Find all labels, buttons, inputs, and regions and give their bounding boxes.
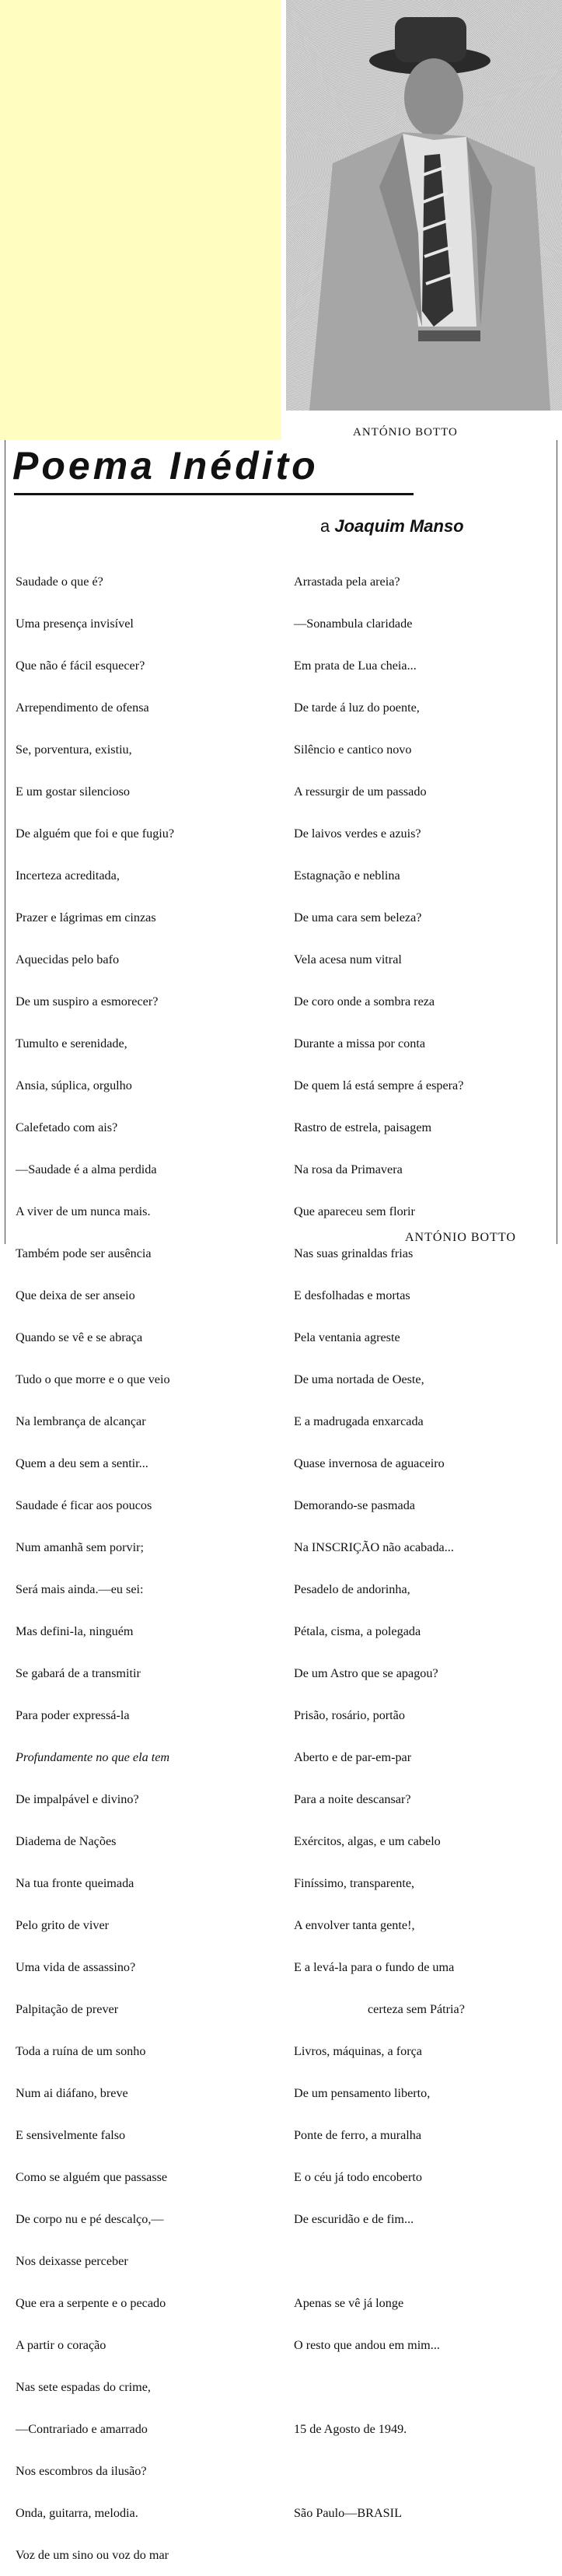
poem-line: Finíssimo, transparente,: [294, 1876, 415, 1890]
poem-line: Na lembrança de alcançar: [16, 1414, 146, 1428]
poem-line: Exércitos, algas, e um cabelo: [294, 1834, 441, 1848]
poem-line: Que não é fácil esquecer?: [16, 659, 145, 673]
poem-line: De corpo nu e pé descalço,—: [16, 2212, 164, 2226]
poem-line: De um suspiro a esmorecer?: [16, 994, 159, 1008]
poem-line: certeza sem Pátria?: [368, 2002, 465, 2016]
poem-line: Demorando-se pasmada: [294, 1498, 415, 1512]
poem-line: A partir o coração: [16, 2338, 106, 2352]
poem-line: De alguém que foi e que fugiu?: [16, 827, 175, 841]
poem-line: Na INSCRIÇÃO não acabada...: [294, 1540, 454, 1554]
photo-caption: ANTÓNIO BOTTO: [353, 426, 458, 439]
poem-line: Silêncio e cantico novo: [294, 743, 412, 757]
poem-line: Ansia, súplica, orgulho: [16, 1078, 132, 1092]
poem-line: Mas defini-la, ninguém: [16, 1624, 134, 1638]
poem-line: De escuridão e de fim...: [294, 2212, 414, 2226]
poem-line: E a levá-la para o fundo de uma: [294, 1960, 455, 1974]
poem-line: A envolver tanta gente!,: [294, 1918, 415, 1932]
poem-line: Arrependimento de ofensa: [16, 701, 149, 715]
poem-line: Aquecidas pelo bafo: [16, 952, 120, 966]
poem-line: Tudo o que morre e o que veio: [16, 1372, 170, 1386]
poem-line: Calefetado com ais?: [16, 1120, 118, 1134]
poem-line: Pétala, cisma, a polegada: [294, 1624, 421, 1638]
poem-line: Que apareceu sem florir: [294, 1204, 415, 1218]
poem-line: Aberto e de par-em-par: [294, 1750, 412, 1764]
poem-line: Será mais ainda.—eu sei:: [16, 1582, 144, 1596]
poem-line: Profundamente no que ela tem: [16, 1750, 170, 1764]
poem-line: E desfolhadas e mortas: [294, 1288, 410, 1302]
poem-line: De coro onde a sombra reza: [294, 994, 435, 1008]
poem-line: Uma vida de assassino?: [16, 1960, 136, 1974]
poem-line: Quem a deu sem a sentir...: [16, 1456, 148, 1470]
poem-line: E a madrugada enxarcada: [294, 1414, 424, 1428]
poem-line: E o céu já todo encoberto: [294, 2170, 422, 2184]
poem-line: De um pensamento liberto,: [294, 2086, 431, 2100]
poem-line: De quem lá está sempre á espera?: [294, 1078, 464, 1092]
poem-line: Num ai diáfano, breve: [16, 2086, 128, 2100]
poem-line: [294, 2254, 465, 2268]
poem-line: Uma presença invisível: [16, 617, 134, 631]
poem-line: A ressurgir de um passado: [294, 785, 427, 799]
poem-title: Poema Inédito: [12, 444, 319, 488]
poem-line: Estagnação e neblina: [294, 869, 400, 883]
place-line: São Paulo—BRASIL: [294, 2506, 402, 2520]
poem-line: Arrastada pela areia?: [294, 575, 400, 589]
poem-line: Para a noite descansar?: [294, 1792, 411, 1806]
poem-line: [294, 2464, 465, 2478]
portrait-illustration: [286, 0, 562, 411]
poem-line: Palpitação de prever: [16, 2002, 119, 2016]
poem-line: Que era a serpente e o pecado: [16, 2296, 166, 2310]
poem-line: De uma nortada de Oeste,: [294, 1372, 424, 1386]
poem-line: Também pode ser ausência: [16, 1246, 152, 1260]
poem-line: Rastro de estrela, paisagem: [294, 1120, 432, 1134]
poem-line: —Saudade é a alma perdida: [16, 1162, 157, 1176]
poem-line: E sensivelmente falso: [16, 2128, 126, 2142]
poem-line: Toda a ruína de um sonho: [16, 2044, 146, 2058]
poem-line: O resto que andou em mim...: [294, 2338, 440, 2352]
poem-line: Que deixa de ser anseio: [16, 1288, 135, 1302]
poem-line: De um Astro que se apagou?: [294, 1666, 438, 1680]
poem-line: Prazer e lágrimas em cinzas: [16, 911, 156, 924]
poem-line: Pelo grito de viver: [16, 1918, 110, 1932]
poem-line: Se gabará de a transmitir: [16, 1666, 141, 1680]
poem-line: Num amanhã sem porvir;: [16, 1540, 144, 1554]
poem-line: Se, porventura, existiu,: [16, 743, 132, 757]
poem-line: Onda, guitarra, melodia.: [16, 2506, 138, 2520]
poem-line: Tumulto e serenidade,: [16, 1036, 127, 1050]
poem-line: Pesadelo de andorinha,: [294, 1582, 410, 1596]
date-line: 15 de Agosto de 1949.: [294, 2422, 407, 2436]
poem-line: Na rosa da Primavera: [294, 1162, 403, 1176]
poem-line: Pela ventania agreste: [294, 1330, 400, 1344]
poem-line: Ponte de ferro, a muralha: [294, 2128, 422, 2142]
poem-line: [294, 2380, 465, 2394]
poem-line: Na tua fronte queimada: [16, 1876, 134, 1890]
poem-line: Apenas se vê já longe: [294, 2296, 404, 2310]
poem-line: Quase invernosa de aguaceiro: [294, 1456, 445, 1470]
poem-line: De impalpável e divino?: [16, 1792, 139, 1806]
dedication-prefix: a: [320, 516, 330, 536]
poem-line: —Sonambula claridade: [294, 617, 413, 631]
poem-line: A viver de um nunca mais.: [16, 1204, 151, 1218]
poem-column-right: [294, 547, 465, 2534]
author-signature: ANTÓNIO BOTTO: [405, 1231, 516, 1244]
poem-line: Nas sete espadas do crime,: [16, 2380, 151, 2394]
dedication: [320, 516, 464, 537]
poem-line: Prisão, rosário, portão: [294, 1708, 405, 1722]
poem-line: Nos escombros da ilusão?: [16, 2464, 147, 2478]
poem-line: Nas suas grinaldas frias: [294, 1246, 414, 1260]
poem-line: Quando se vê e se abraça: [16, 1330, 143, 1344]
author-portrait-photo: [286, 0, 562, 411]
poem-line: E um gostar silencioso: [16, 785, 131, 799]
poem-line: Incerteza acreditada,: [16, 869, 120, 883]
dedication-name: Joaquim Manso: [334, 516, 464, 536]
poem-line: Vela acesa num vitral: [294, 952, 402, 966]
poem-line: De tarde á luz do poente,: [294, 701, 420, 715]
poem-line: Voz de um sino ou voz do mar: [16, 2548, 169, 2562]
poem-line: Saudade o que é?: [16, 575, 103, 589]
poem-line: Livros, máquinas, a força: [294, 2044, 422, 2058]
poem-column-left: [16, 547, 174, 2576]
poem-line: De uma cara sem beleza?: [294, 911, 422, 924]
poem-line: Saudade é ficar aos poucos: [16, 1498, 152, 1512]
poem-line: Diadema de Nações: [16, 1834, 117, 1848]
poem-line: Durante a missa por conta: [294, 1036, 426, 1050]
poem-line: —Contrariado e amarrado: [16, 2422, 148, 2436]
poem-line: Para poder expressá-la: [16, 1708, 130, 1722]
blank-yellow-region: [0, 0, 281, 440]
poem-line: Em prata de Lua cheia...: [294, 659, 417, 673]
poem-line: De laivos verdes e azuis?: [294, 827, 421, 841]
poem-line: Nos deixasse perceber: [16, 2254, 128, 2268]
title-underline: [14, 493, 414, 495]
poem-line: Como se alguém que passasse: [16, 2170, 168, 2184]
